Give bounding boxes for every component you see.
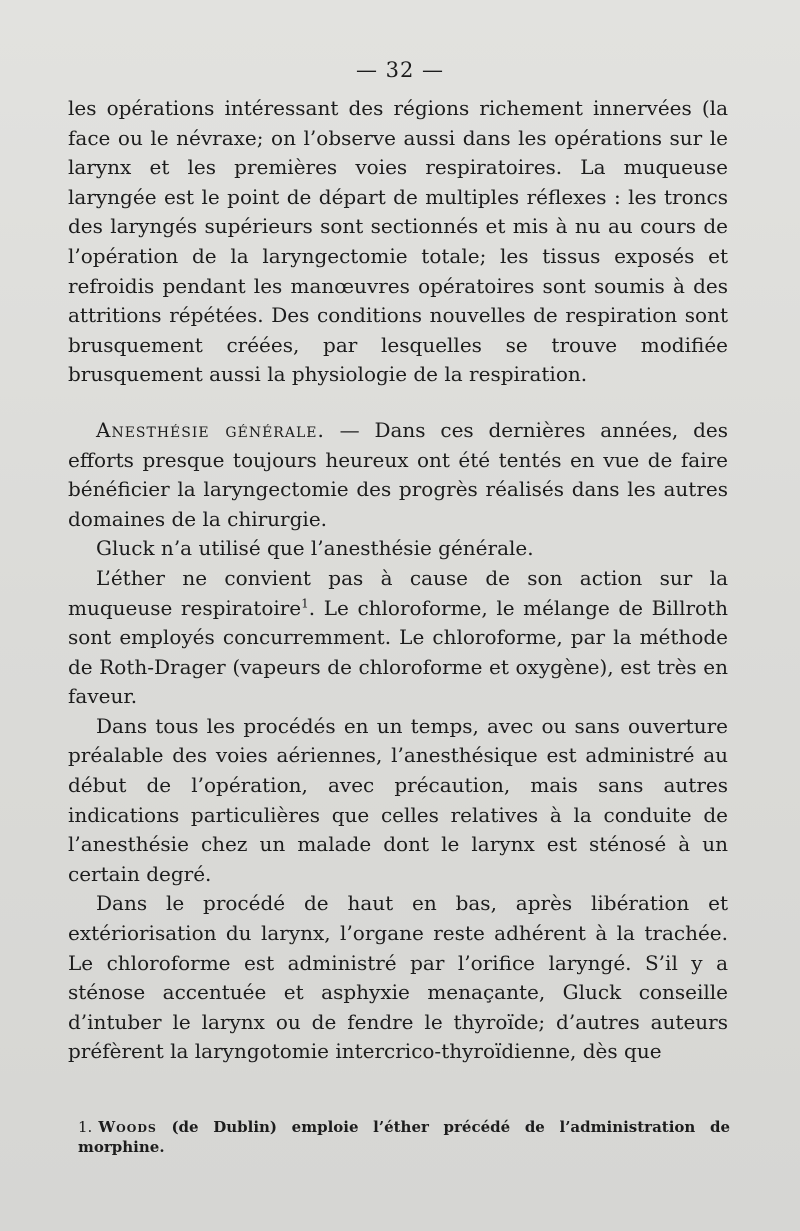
ether-text-after: . Le chloroforme, le mélange de Billroth sont employés concurremment. Le chloroforme, par la méthode de Roth-Drager (vapeurs de chloroforme et oxygène), est très en faveur. (68, 595, 728, 709)
footnote-number: 1. (78, 1118, 93, 1136)
section-heading: Anesthésie générale. (96, 417, 325, 442)
paragraph-procedes-un-temps: Dans tous les procédés en un temps, avec ou sans ouverture préalable des voies aériennes, l’anesthésique est administré au début de l’opération, avec précaution, mais sans autres indications particulières que celles relatives à la conduite de l’anesthésie chez un malade dont le larynx est sténosé à un certain degré. (68, 713, 728, 886)
section-text: — Dans ces dernières années, des efforts presque toujours heureux ont été tentés en vue de faire bénéficier la laryngectomie des progrès réalisés dans les autres domaines de la chirurgie. (68, 417, 728, 531)
paragraph-anesthesie-generale (68, 416, 728, 534)
body-text (68, 94, 728, 1067)
footnote-reference: 1 (301, 595, 309, 610)
paragraph-ether (68, 564, 728, 712)
footnote-author: Woods (98, 1118, 157, 1136)
ether-text-before: L’éther ne convient pas à cause de son action sur la muqueuse respiratoire (68, 565, 728, 620)
footnote-text: (de Dublin) emploie l’éther précédé de l’administration de morphine. (78, 1118, 730, 1156)
paragraph-haut-en-bas: Dans le procédé de haut en bas, après libération et extériorisation du larynx, l’organe reste adhérent à la trachée. Le chloroforme est administré par l’orifice laryngé. S’il y a sténose accentuée et asphyxie menaçante, Gluck conseille d’intuber le larynx ou de fendre le thyroïde; d’autres auteurs préfèrent la laryngotomie intercrico-thyroïdienne, dès que (68, 891, 728, 1064)
paragraph-gluck: Gluck n’a utilisé que l’anesthésie générale. (96, 536, 534, 561)
footnote (78, 1117, 730, 1157)
page-number: — 32 — (355, 58, 445, 82)
paragraph-continuation: les opérations intéressant des régions richement innervées (la face ou le névraxe; on l’observe aussi dans les opérations sur le larynx et les premières voies respiratoires. La muqueuse laryngée est le point de départ de multiples réflexes : les troncs des laryngés supérieurs sont sectionnés et mis à nu au cours de l’opération de la laryngectomie totale; les tissus exposés et refroidis pendant les manœuvres opératoires sont soumis à des attritions répétées. Des conditions nouvelles de respiration sont brusquement créées, par lesquelles se trouve modifiée brusquement aussi la physiologie de la respiration. (68, 96, 728, 387)
